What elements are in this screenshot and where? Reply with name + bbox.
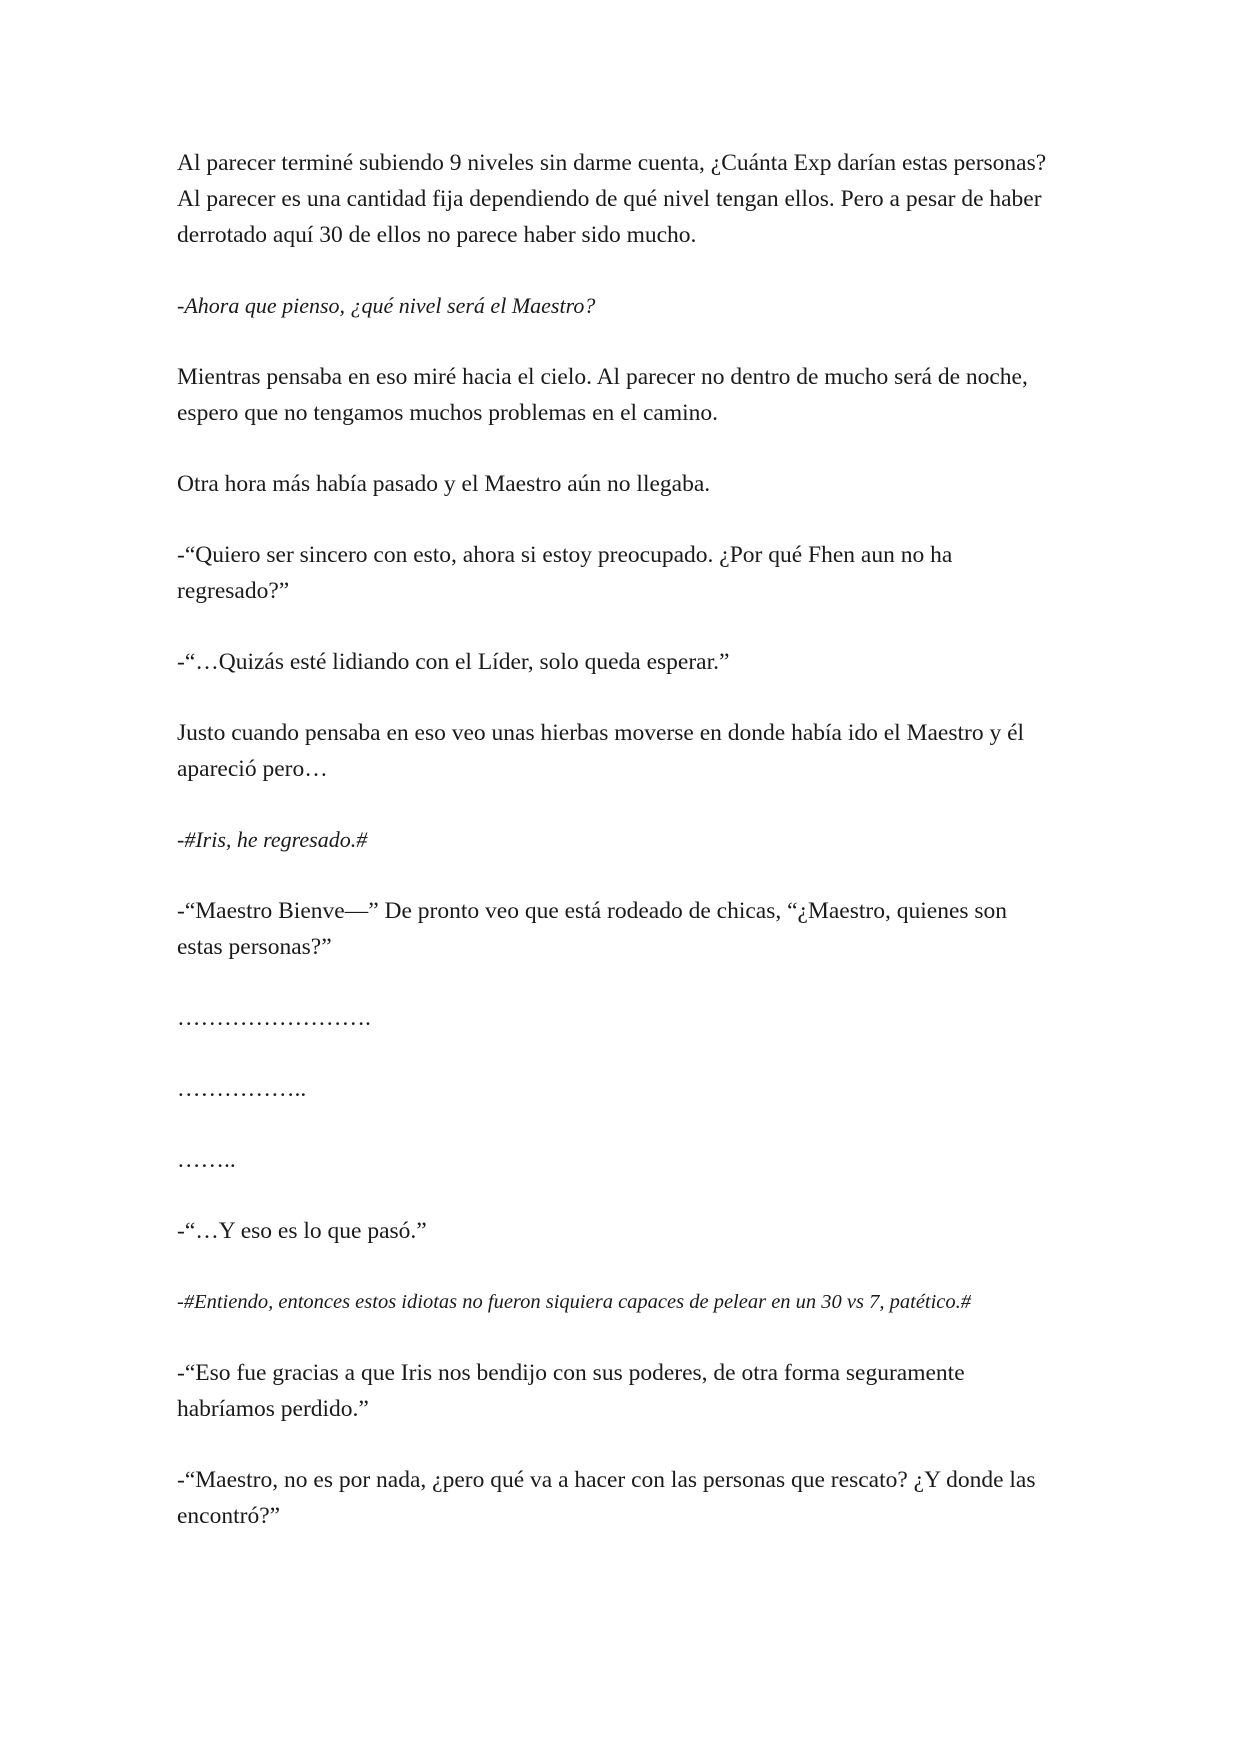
dialogue-line: -“Maestro, no es por nada, ¿pero qué va a hacer con las personas que rescato? ¿Y donde las encontró?”	[177, 1467, 1036, 1529]
dialogue-line: -“Maestro Bienve—” De pronto veo que está rodeado de chicas, “¿Maestro, quienes son estas personas?”	[177, 898, 1008, 960]
thought-line: -#Entiendo, entonces estos idiotas no fueron siquiera capaces de pelear en un 30 vs 7, patético.#	[177, 1291, 972, 1313]
ellipsis-line: ……………..	[177, 1076, 307, 1102]
ellipsis-line: ……..	[177, 1147, 236, 1173]
dialogue-line: -“Eso fue gracias a que Iris nos bendijo con sus poderes, de otra forma seguramente habríamos perdido.”	[177, 1360, 965, 1422]
ellipsis-line: …………………….	[177, 1005, 371, 1031]
paragraph: Al parecer terminé subiendo 9 niveles sin darme cuenta, ¿Cuánta Exp darían estas personas? Al parecer es una cantidad fija dependiendo de qué nivel tengan ellos. Pero a pesar de haber derrotado aquí 30 de ellos no parece haber sido mucho.	[177, 150, 1047, 248]
paragraph: Justo cuando pensaba en eso veo unas hierbas moverse en donde había ido el Maestro y él apareció pero…	[177, 720, 1025, 782]
paragraph: Otra hora más había pasado y el Maestro aún no llegaba.	[177, 471, 711, 497]
thought-line: -Ahora que pienso, ¿qué nivel será el Maestro?	[177, 293, 596, 318]
dialogue-line: -“…Y eso es lo que pasó.”	[177, 1218, 427, 1244]
dialogue-line: -“…Quizás esté lidiando con el Líder, solo queda esperar.”	[177, 649, 730, 675]
document-body	[177, 145, 1057, 1534]
thought-line: -#Iris, he regresado.#	[177, 827, 368, 852]
dialogue-line: -“Quiero ser sincero con esto, ahora si estoy preocupado. ¿Por qué Fhen aun no ha regresado?”	[177, 542, 953, 604]
paragraph: Mientras pensaba en eso miré hacia el cielo. Al parecer no dentro de mucho será de noche, espero que no tengamos muchos problemas en el camino.	[177, 364, 1028, 426]
